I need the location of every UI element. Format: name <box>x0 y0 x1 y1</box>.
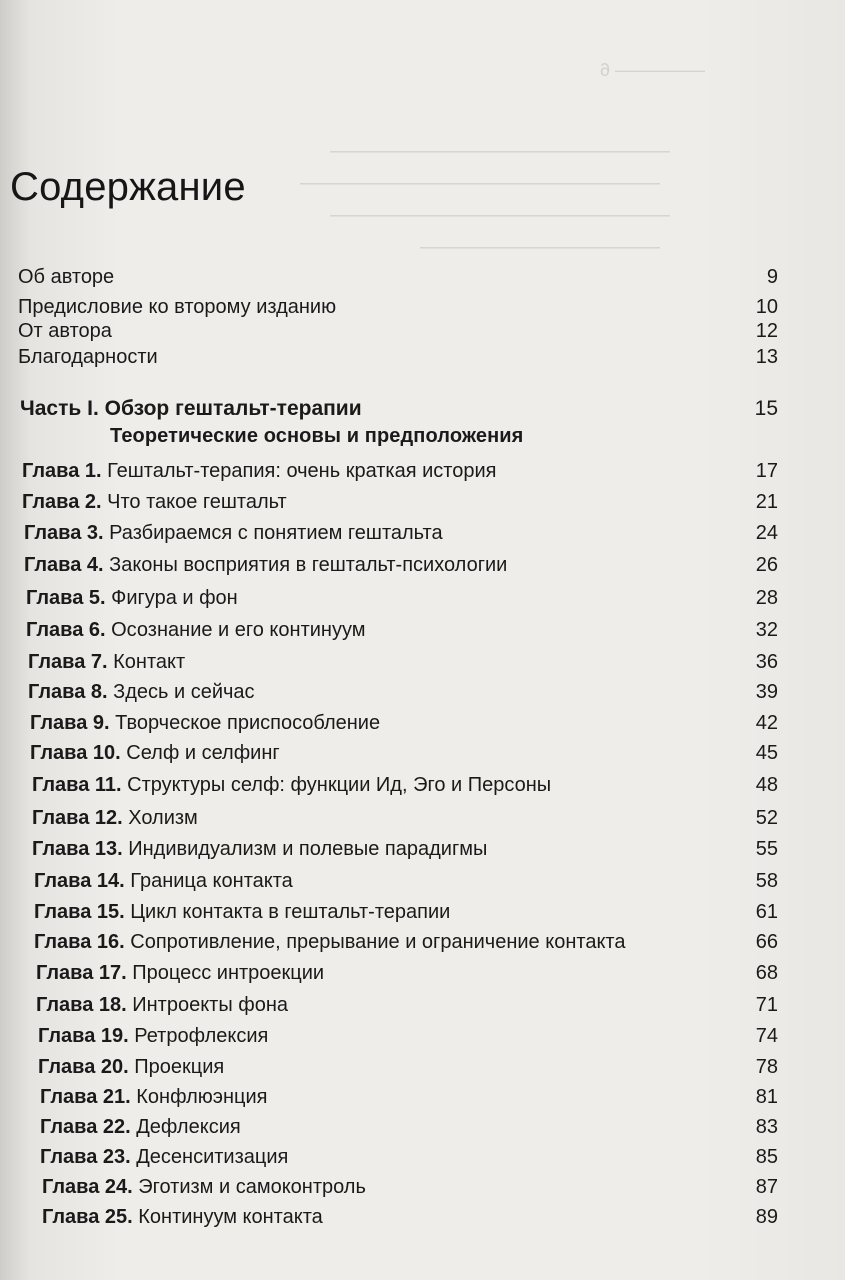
chapter-number: Глава 17. <box>36 962 127 984</box>
chapter-page: 36 <box>755 651 778 673</box>
chapter-number: Глава 12. <box>32 807 123 829</box>
chapter-title: Разбираемся с понятием гештальта <box>109 522 443 544</box>
chapter-title: Дефлексия <box>136 1116 241 1138</box>
chapter-title: Холизм <box>128 807 198 829</box>
chapter-entry <box>0 677 800 707</box>
chapter-entry <box>0 834 800 864</box>
chapter-entry <box>0 647 800 677</box>
toc-entry-page: 9 <box>766 266 778 288</box>
chapter-entry <box>0 1172 800 1202</box>
chapter-entry <box>0 487 800 517</box>
toc-entry <box>0 342 800 372</box>
chapter-number: Глава 16. <box>34 931 125 953</box>
chapter-page: 66 <box>755 931 778 953</box>
chapter-title: Континуум контакта <box>138 1206 323 1228</box>
chapter-number: Глава 25. <box>42 1206 133 1228</box>
chapter-entry <box>0 583 800 613</box>
chapter-number: Глава 2. <box>22 491 102 513</box>
toc-entry-title: Предисловие ко второму изданию <box>18 296 337 318</box>
chapter-entry <box>0 615 800 645</box>
chapter-number: Глава 22. <box>40 1116 131 1138</box>
chapter-page: 71 <box>755 994 778 1016</box>
chapter-title: Эготизм и самоконтроль <box>138 1176 366 1198</box>
toc-entry-page: 10 <box>755 296 778 318</box>
chapter-title: Контакт <box>113 651 186 673</box>
chapter-title: Цикл контакта в гештальт-терапии <box>130 901 451 923</box>
chapter-page: 78 <box>755 1056 778 1078</box>
chapter-entry <box>0 770 800 800</box>
chapter-entry <box>0 1202 800 1232</box>
chapter-title: Граница контакта <box>130 870 293 892</box>
chapter-entry <box>0 1112 800 1142</box>
chapter-title: Фигура и фон <box>111 587 238 609</box>
bleed-through-decoration: ————————————————— <box>330 140 670 162</box>
chapter-entry <box>0 927 800 957</box>
chapter-entry <box>0 518 800 548</box>
chapter-title: Индивидуализм и полевые парадигмы <box>128 838 488 860</box>
chapter-page: 48 <box>755 774 778 796</box>
chapter-number: Глава 14. <box>34 870 125 892</box>
chapter-page: 74 <box>755 1025 778 1047</box>
chapter-entry <box>0 738 800 768</box>
chapter-page: 39 <box>755 681 778 703</box>
part-subtitle: Теоретические основы и предположения <box>110 425 524 447</box>
chapter-entry <box>0 1052 800 1082</box>
chapter-number: Глава 3. <box>24 522 104 544</box>
chapter-entry <box>0 990 800 1020</box>
chapter-number: Глава 24. <box>42 1176 133 1198</box>
chapter-title: Что такое гештальт <box>107 491 287 513</box>
chapter-title: Проекция <box>134 1056 225 1078</box>
chapter-entry <box>0 708 800 738</box>
chapter-number: Глава 7. <box>28 651 108 673</box>
toc-entry-title: От автора <box>18 320 112 342</box>
chapter-entry <box>0 1082 800 1112</box>
chapter-page: 21 <box>755 491 778 513</box>
toc-entry-page: 13 <box>755 346 778 368</box>
chapter-number: Глава 19. <box>38 1025 129 1047</box>
chapter-page: 28 <box>755 587 778 609</box>
chapter-title: Структуры селф: функции Ид, Эго и Персоны <box>127 774 552 796</box>
part-title: Часть I. Обзор гештальт-терапии <box>20 397 362 420</box>
page-title: Содержание <box>10 164 246 209</box>
chapter-page: 58 <box>755 870 778 892</box>
chapter-entry <box>0 550 800 580</box>
chapter-title: Конфлюэнция <box>136 1086 268 1108</box>
chapter-page: 55 <box>755 838 778 860</box>
chapter-title: Интроекты фона <box>132 994 289 1016</box>
chapter-title: Ретрофлексия <box>134 1025 269 1047</box>
toc-entry-page: 12 <box>755 320 778 342</box>
part-page: 15 <box>754 397 778 420</box>
bleed-through-decoration: —————————————————— <box>300 172 660 194</box>
chapter-page: 17 <box>755 460 778 482</box>
chapter-page: 87 <box>755 1176 778 1198</box>
toc-entry-title: Благодарности <box>18 346 158 368</box>
chapter-entry <box>0 866 800 896</box>
chapter-number: Глава 11. <box>32 774 122 796</box>
chapter-entry <box>0 1142 800 1172</box>
chapter-number: Глава 13. <box>32 838 123 860</box>
chapter-page: 81 <box>755 1086 778 1108</box>
toc-entry <box>0 262 800 292</box>
chapter-number: Глава 1. <box>22 460 102 482</box>
chapter-page: 61 <box>755 901 778 923</box>
chapter-entry <box>0 1021 800 1051</box>
chapter-page: 83 <box>755 1116 778 1138</box>
chapter-number: Глава 15. <box>34 901 125 923</box>
chapter-page: 45 <box>755 742 778 764</box>
chapter-page: 32 <box>755 619 778 641</box>
chapter-page: 85 <box>755 1146 778 1168</box>
chapter-number: Глава 5. <box>26 587 106 609</box>
bleed-through-decoration: ———————————— <box>420 236 660 258</box>
chapter-number: Глава 9. <box>30 712 110 734</box>
chapter-title: Гештальт-терапия: очень краткая история <box>107 460 497 482</box>
chapter-number: Глава 20. <box>38 1056 129 1078</box>
chapter-entry <box>0 897 800 927</box>
chapter-number: Глава 21. <box>40 1086 131 1108</box>
chapter-entry <box>0 456 800 486</box>
chapter-title: Здесь и сейчас <box>113 681 255 703</box>
chapter-title: Осознание и его континуум <box>111 619 366 641</box>
chapter-page: 89 <box>755 1206 778 1228</box>
chapter-title: Сопротивление, прерывание и ограничение контакта <box>130 931 626 953</box>
chapter-number: Глава 6. <box>26 619 106 641</box>
chapter-page: 26 <box>755 554 778 576</box>
chapter-page: 52 <box>755 807 778 829</box>
chapter-number: Глава 10. <box>30 742 121 764</box>
chapter-number: Глава 23. <box>40 1146 131 1168</box>
chapter-title: Творческое приспособление <box>115 712 381 734</box>
chapter-title: Процесс интроекции <box>132 962 325 984</box>
toc-entry-title: Об авторе <box>18 266 115 288</box>
chapter-title: Законы восприятия в гештальт-психологии <box>109 554 508 576</box>
part-heading <box>0 394 800 424</box>
chapter-entry <box>0 803 800 833</box>
chapter-entry <box>0 958 800 988</box>
chapter-number: Глава 18. <box>36 994 127 1016</box>
bleed-through-decoration: ————————————————— <box>330 204 670 226</box>
chapter-page: 42 <box>755 712 778 734</box>
bleed-through-decoration: ————— 6 <box>600 60 706 80</box>
chapter-title: Десенситизация <box>136 1146 289 1168</box>
chapter-number: Глава 4. <box>24 554 104 576</box>
chapter-page: 68 <box>755 962 778 984</box>
chapter-title: Селф и селфинг <box>126 742 280 764</box>
chapter-page: 24 <box>755 522 778 544</box>
chapter-number: Глава 8. <box>28 681 108 703</box>
